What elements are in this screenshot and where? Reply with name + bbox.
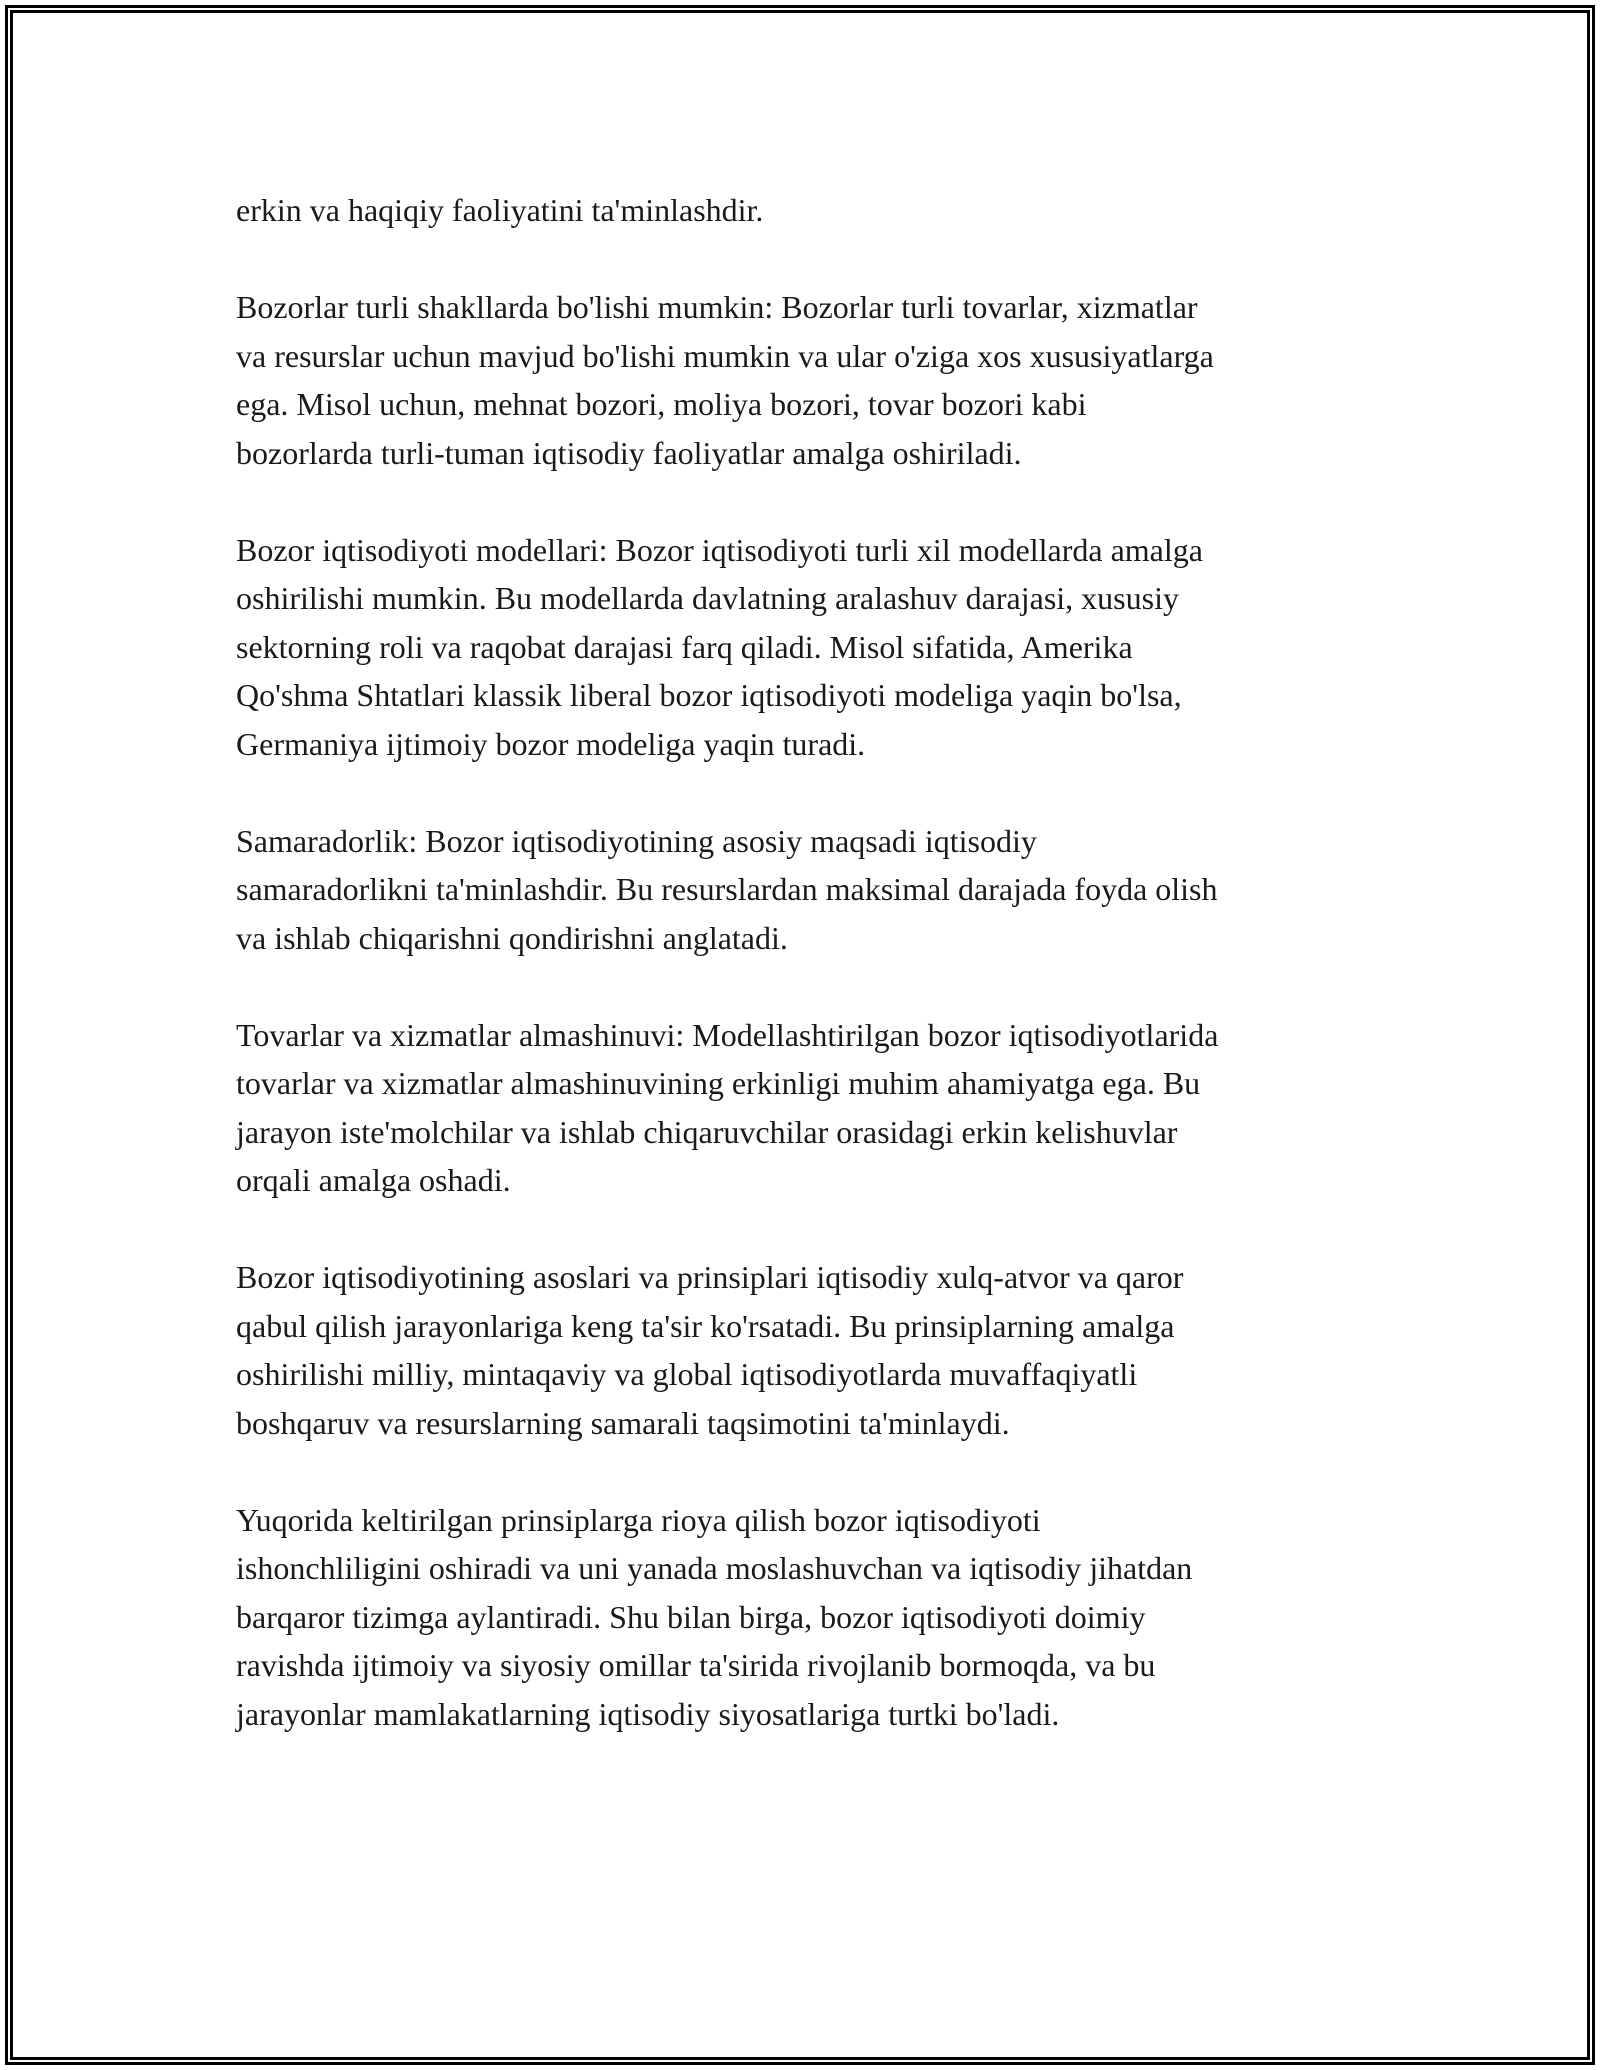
- paragraph-2: Bozorlar turli shakllarda bo'lishi mumkin: Bozorlar turli tovarlar, xizmatlar va resurslar uchun mavjud bo'lishi mumkin va ular o'ziga xos xususiyatlarga ega. Misol uchun, mehnat bozori, moliya bozori, tovar bozori kabi bozorlarda turli-tuman iqtisodiy faoliyatlar amalga oshiriladi.: [236, 289, 1214, 471]
- paragraph-5: Tovarlar va xizmatlar almashinuvi: Modellashtirilgan bozor iqtisodiyotlarida tovarlar va xizmatlar almashinuvining erkinligi muhim ahamiyatga ega. Bu jarayon iste'molchilar va ishlab chiqaruvchilar orasidagi erkin kelishuvlar orqali amalga oshadi.: [236, 1016, 1219, 1198]
- paragraph-4: Samaradorlik: Bozor iqtisodiyotining asosiy maqsadi iqtisodiy samaradorlikni ta'minlashdir. Bu resurslardan maksimal darajada foyda olish va ishlab chiqarishni qondirishni anglatadi.: [236, 822, 1218, 956]
- paragraph-6: Bozor iqtisodiyotining asoslari va prinsiplari iqtisodiy xulq-atvor va qaror qabul qilish jarayonlariga keng ta'sir ko'rsatadi. Bu prinsiplarning amalga oshirilishi milliy, mintaqaviy va global iqtisodiyotlarda muvaffaqiyatli boshqaruv va resurslarning samarali taqsimotini ta'minlaydi.: [236, 1259, 1184, 1441]
- paragraph-7: Yuqorida keltirilgan prinsiplarga rioya qilish bozor iqtisodiyoti ishonchliligini oshiradi va uni yanada moslashuvchan va iqtisodiy jihatdan barqaror tizimga aylantiradi. Shu bilan birga, bozor iqtisodiyoti doimiy ravishda ijtimoiy va siyosiy omillar ta'sirida rivojlanib bormoqda, va bu jarayonlar mamlakatlarning iqtisodiy siyosatlariga turtki bo'ladi.: [236, 1501, 1193, 1732]
- paragraph-3: Bozor iqtisodiyoti modellari: Bozor iqtisodiyoti turli xil modellarda amalga oshirilishi mumkin. Bu modellarda davlatning aralashuv darajasi, xususiy sektorning roli va raqobat darajasi farq qiladi. Misol sifatida, Amerika Qo'shma Shtatlari klassik liberal bozor iqtisodiyoti modeliga yaqin bo'lsa, Germaniya ijtimoiy bozor modeliga yaqin turadi.: [236, 531, 1203, 762]
- paragraph-1: erkin va haqiqiy faoliyatini ta'minlashdir.: [236, 192, 764, 228]
- document-body: [236, 186, 1386, 1738]
